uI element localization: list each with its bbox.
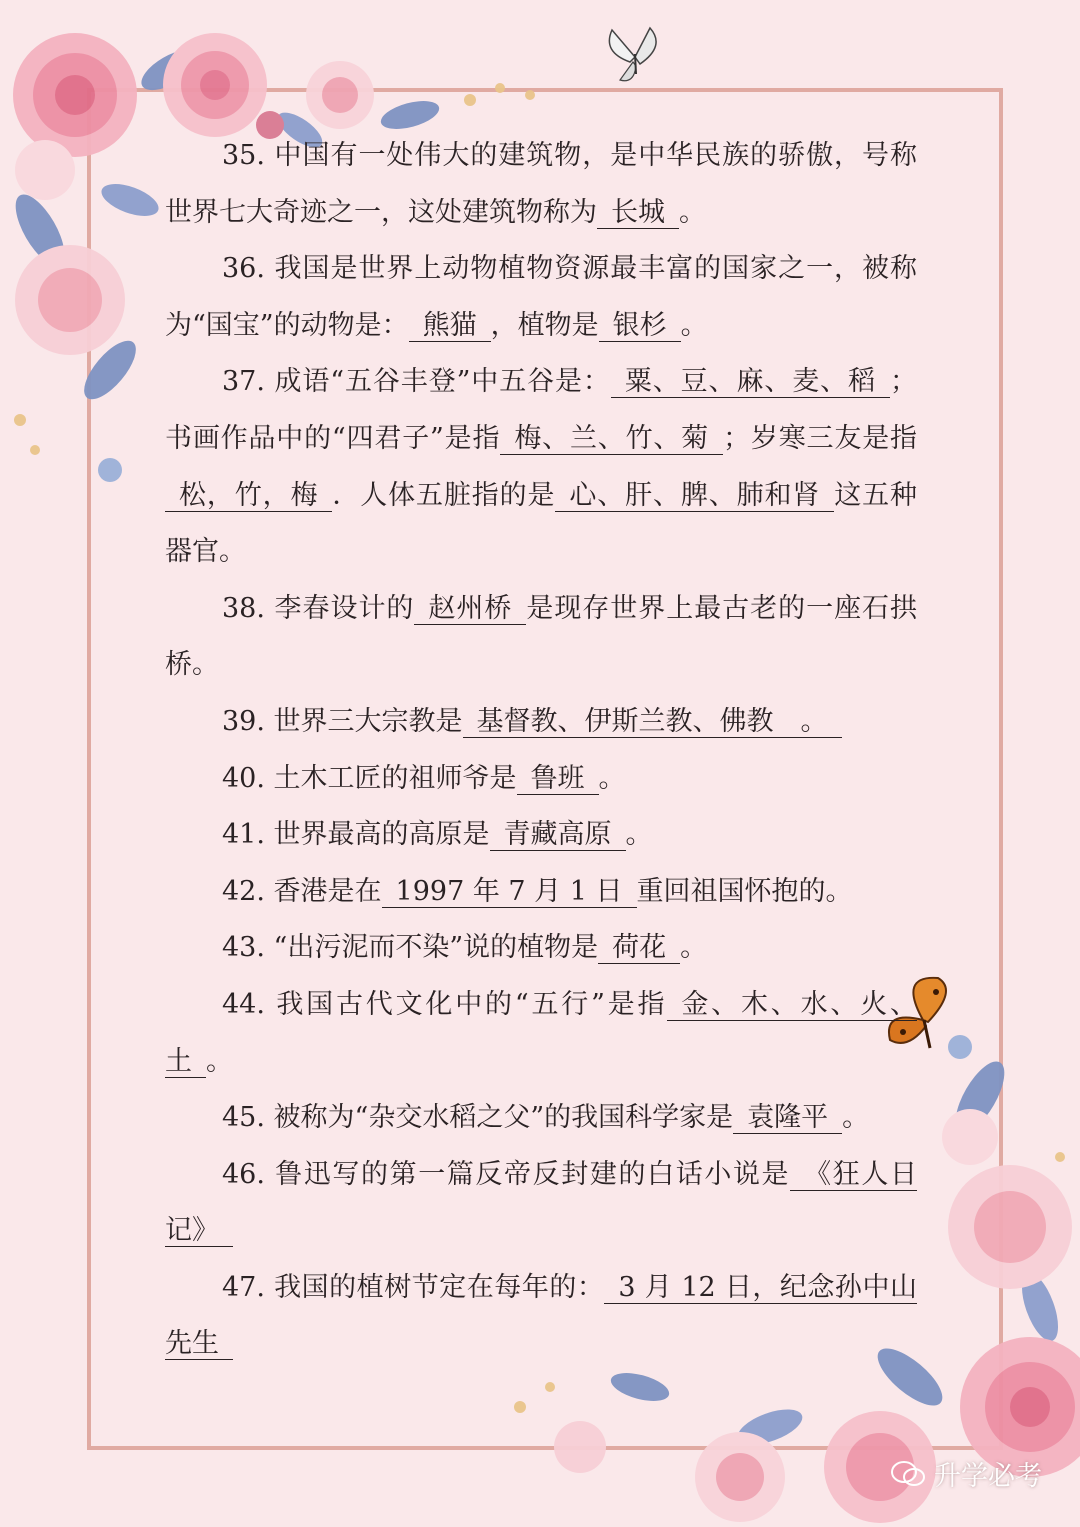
- question-text: 我国是世界上动物植物资源最丰富的国家之一，被称为“国宝”的动物是：: [165, 253, 917, 341]
- question-item: [165, 1147, 917, 1260]
- question-number: 41.: [222, 819, 265, 851]
- answer-blank: 基督教、伊斯兰教、佛教 。: [463, 706, 842, 738]
- question-text: 。: [680, 932, 708, 964]
- question-text: 。: [598, 762, 626, 794]
- question-text: 重回祖国怀抱的。: [636, 875, 853, 907]
- question-text: 中国有一处伟大的建筑物，是中华民族的骄傲，号称世界七大奇迹之一，这处建筑物称为: [165, 140, 917, 228]
- question-number: 36.: [222, 253, 265, 285]
- question-text: 我国的植树节定在每年的：: [274, 1271, 605, 1303]
- question-number: 35.: [222, 140, 265, 171]
- question-text: 。: [625, 819, 653, 851]
- question-text: 。: [680, 309, 708, 341]
- question-text: ．人体五脏指的是: [332, 479, 556, 511]
- question-number: 44.: [222, 988, 265, 1020]
- answer-blank: 《狂人日记》: [165, 1158, 918, 1247]
- answer-blank: 1997 年 7 月 1 日: [382, 876, 637, 908]
- answer-blank: 青藏高原: [490, 819, 626, 851]
- question-item: [165, 807, 917, 864]
- question-item: [165, 751, 917, 808]
- question-text: 。: [842, 1102, 870, 1134]
- question-item: [165, 864, 917, 921]
- question-text: ；书画作品中的“四君子”是指: [165, 366, 917, 454]
- question-item: [165, 920, 917, 977]
- question-number: 40.: [222, 762, 265, 794]
- butterfly-top-icon: [600, 22, 670, 92]
- question-text: ，植物是: [490, 309, 599, 341]
- question-number: 42.: [222, 875, 265, 907]
- question-text: 世界三大宗教是: [273, 705, 463, 737]
- answer-blank: 鲁班: [517, 763, 599, 795]
- question-item: [165, 1260, 917, 1373]
- question-number: 45.: [222, 1102, 265, 1134]
- watermark: [890, 1454, 1042, 1493]
- question-number: 47.: [222, 1271, 265, 1303]
- question-text: ；岁寒三友是指: [723, 422, 918, 454]
- answer-blank: 心、肝、脾、肺和肾: [555, 480, 834, 512]
- question-item: [165, 977, 917, 1090]
- answer-blank: 3 月 12 日，纪念孙中山先生: [165, 1271, 917, 1360]
- question-item: [165, 1090, 917, 1147]
- question-number: 38.: [222, 592, 265, 624]
- answer-blank: 粟、豆、麻、麦、稻: [611, 366, 890, 398]
- answer-blank: 金、木、水、火、土: [165, 988, 918, 1077]
- question-text: 是现存世界上最古老的一座石拱桥。: [165, 592, 918, 681]
- question-text: “出污泥而不染”说的植物是: [273, 932, 599, 964]
- question-number: 37.: [222, 366, 265, 398]
- answer-blank: 长城: [597, 197, 679, 229]
- watermark-text: 升学必考: [934, 1461, 1042, 1492]
- question-number: 46.: [222, 1158, 265, 1190]
- question-text: 成语“五谷丰登”中五谷是：: [274, 366, 611, 398]
- answer-blank: 熊猫: [409, 310, 491, 342]
- answer-blank: 荷花: [598, 932, 680, 964]
- question-text: 鲁迅写的第一篇反帝反封建的白话小说是: [275, 1158, 791, 1190]
- question-text: 世界最高的高原是: [273, 819, 490, 851]
- question-text: 被称为“杂交水稻之父”的我国科学家是: [273, 1102, 734, 1134]
- question-item: [165, 694, 917, 751]
- question-text: 这五种器官。: [165, 479, 917, 568]
- wechat-icon: [890, 1460, 926, 1488]
- question-number: 39.: [222, 705, 265, 737]
- question-list: [165, 128, 917, 1373]
- question-text: 李春设计的: [274, 592, 415, 624]
- question-item: [165, 128, 917, 241]
- question-number: 43.: [222, 932, 265, 964]
- question-item: [165, 241, 917, 354]
- answer-blank: 赵州桥: [414, 593, 526, 625]
- question-text: 香港是在: [273, 875, 382, 907]
- question-item: [165, 581, 917, 694]
- answer-blank: 银杉: [599, 310, 681, 342]
- question-text: 我国古代文化中的“五行”是指: [276, 988, 668, 1020]
- question-item: [165, 354, 917, 580]
- answer-blank: 袁隆平: [733, 1102, 842, 1134]
- answer-blank: 松，竹，梅: [165, 480, 332, 512]
- question-text: 。: [206, 1045, 233, 1077]
- question-text: 土木工匠的祖师爷是: [273, 762, 517, 794]
- question-text: 。: [679, 196, 706, 228]
- answer-blank: 梅、兰、竹、菊: [500, 423, 723, 455]
